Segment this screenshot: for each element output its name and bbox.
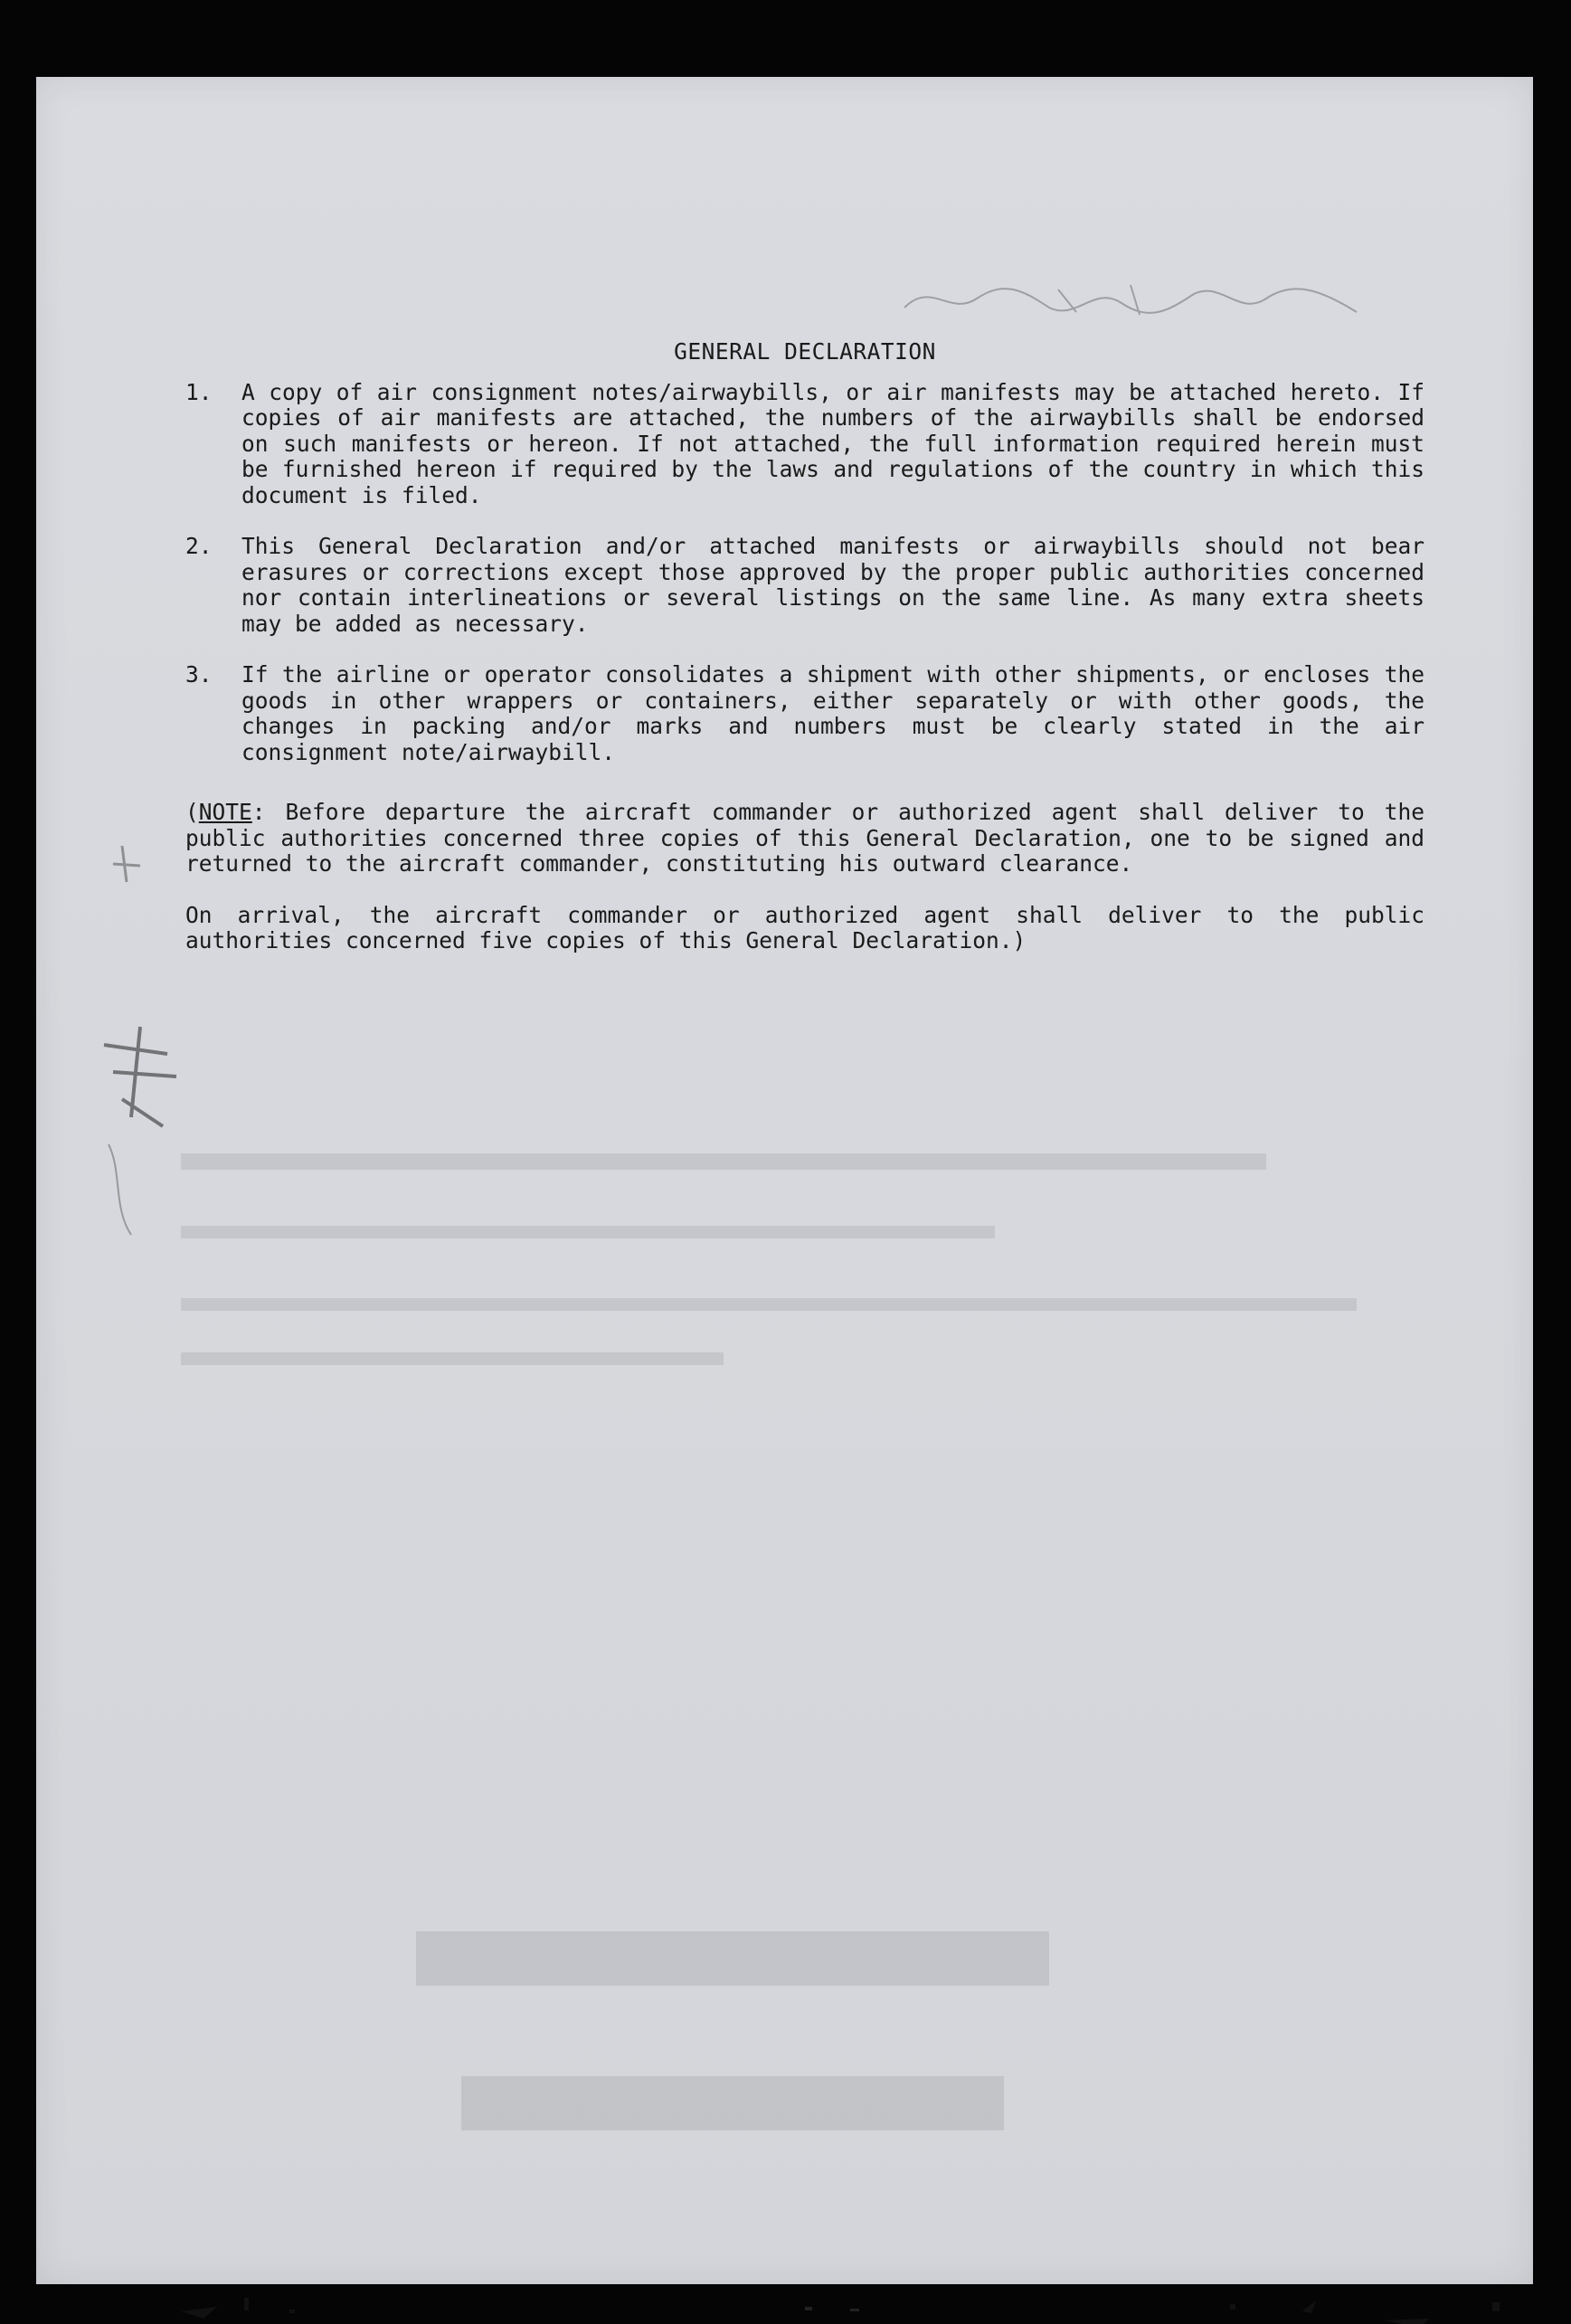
note-open-paren: ( bbox=[185, 799, 199, 825]
list-item bbox=[185, 380, 1424, 509]
item-text: This General Declaration and/or attached manifests or airwaybills should not bear erasures or corrections except those approved by the proper public authorities concerned nor contain interlineations or several listings on the same line. As many extra sheets may be added as necessary. bbox=[241, 533, 1424, 637]
note-text: : Before departure the aircraft commander or authorized agent shall deliver to the public authorities concerned three copies of this General Declaration, one to be signed and returned to the aircraft commander, constituting his outward clearance. bbox=[185, 799, 1424, 877]
item-number: 2. bbox=[185, 533, 213, 559]
list-item bbox=[185, 534, 1424, 637]
note-label: NOTE bbox=[198, 799, 252, 825]
item-number: 1. bbox=[185, 378, 213, 405]
item-text: If the airline or operator consolidates a shipment with other shipments, or encloses the goods in other wrappers or containers, either separately or with other goods, the changes in packing and/or marks and numbers must be clearly stated in the air consignment note/airwaybill. bbox=[241, 661, 1424, 765]
declaration-text-block bbox=[185, 339, 1424, 954]
document-title: GENERAL DECLARATION bbox=[674, 338, 936, 365]
paper-sheet bbox=[36, 77, 1533, 2284]
list-item bbox=[185, 662, 1424, 765]
bottom-edge-specks bbox=[163, 2284, 1538, 2324]
arrival-paragraph: On arrival, the aircraft commander or authorized agent shall deliver to the public authorities concerned five copies of this General Declaration.) bbox=[185, 901, 1424, 953]
bleed-through-shadow bbox=[145, 1117, 1411, 2203]
note-paragraph bbox=[185, 800, 1424, 877]
item-number: 3. bbox=[185, 661, 213, 688]
item-text: A copy of air consignment notes/airwaybills, or air manifests may be attached hereto. If copies of air manifests are attached, the numbers of the airwaybills shall be endorsed on such manifests or hereon. If not attached, the full information required herein must be furnished hereon if required by the laws and regulations of the country in which this document is filed. bbox=[241, 378, 1424, 508]
handwritten-scribble bbox=[895, 271, 1366, 326]
